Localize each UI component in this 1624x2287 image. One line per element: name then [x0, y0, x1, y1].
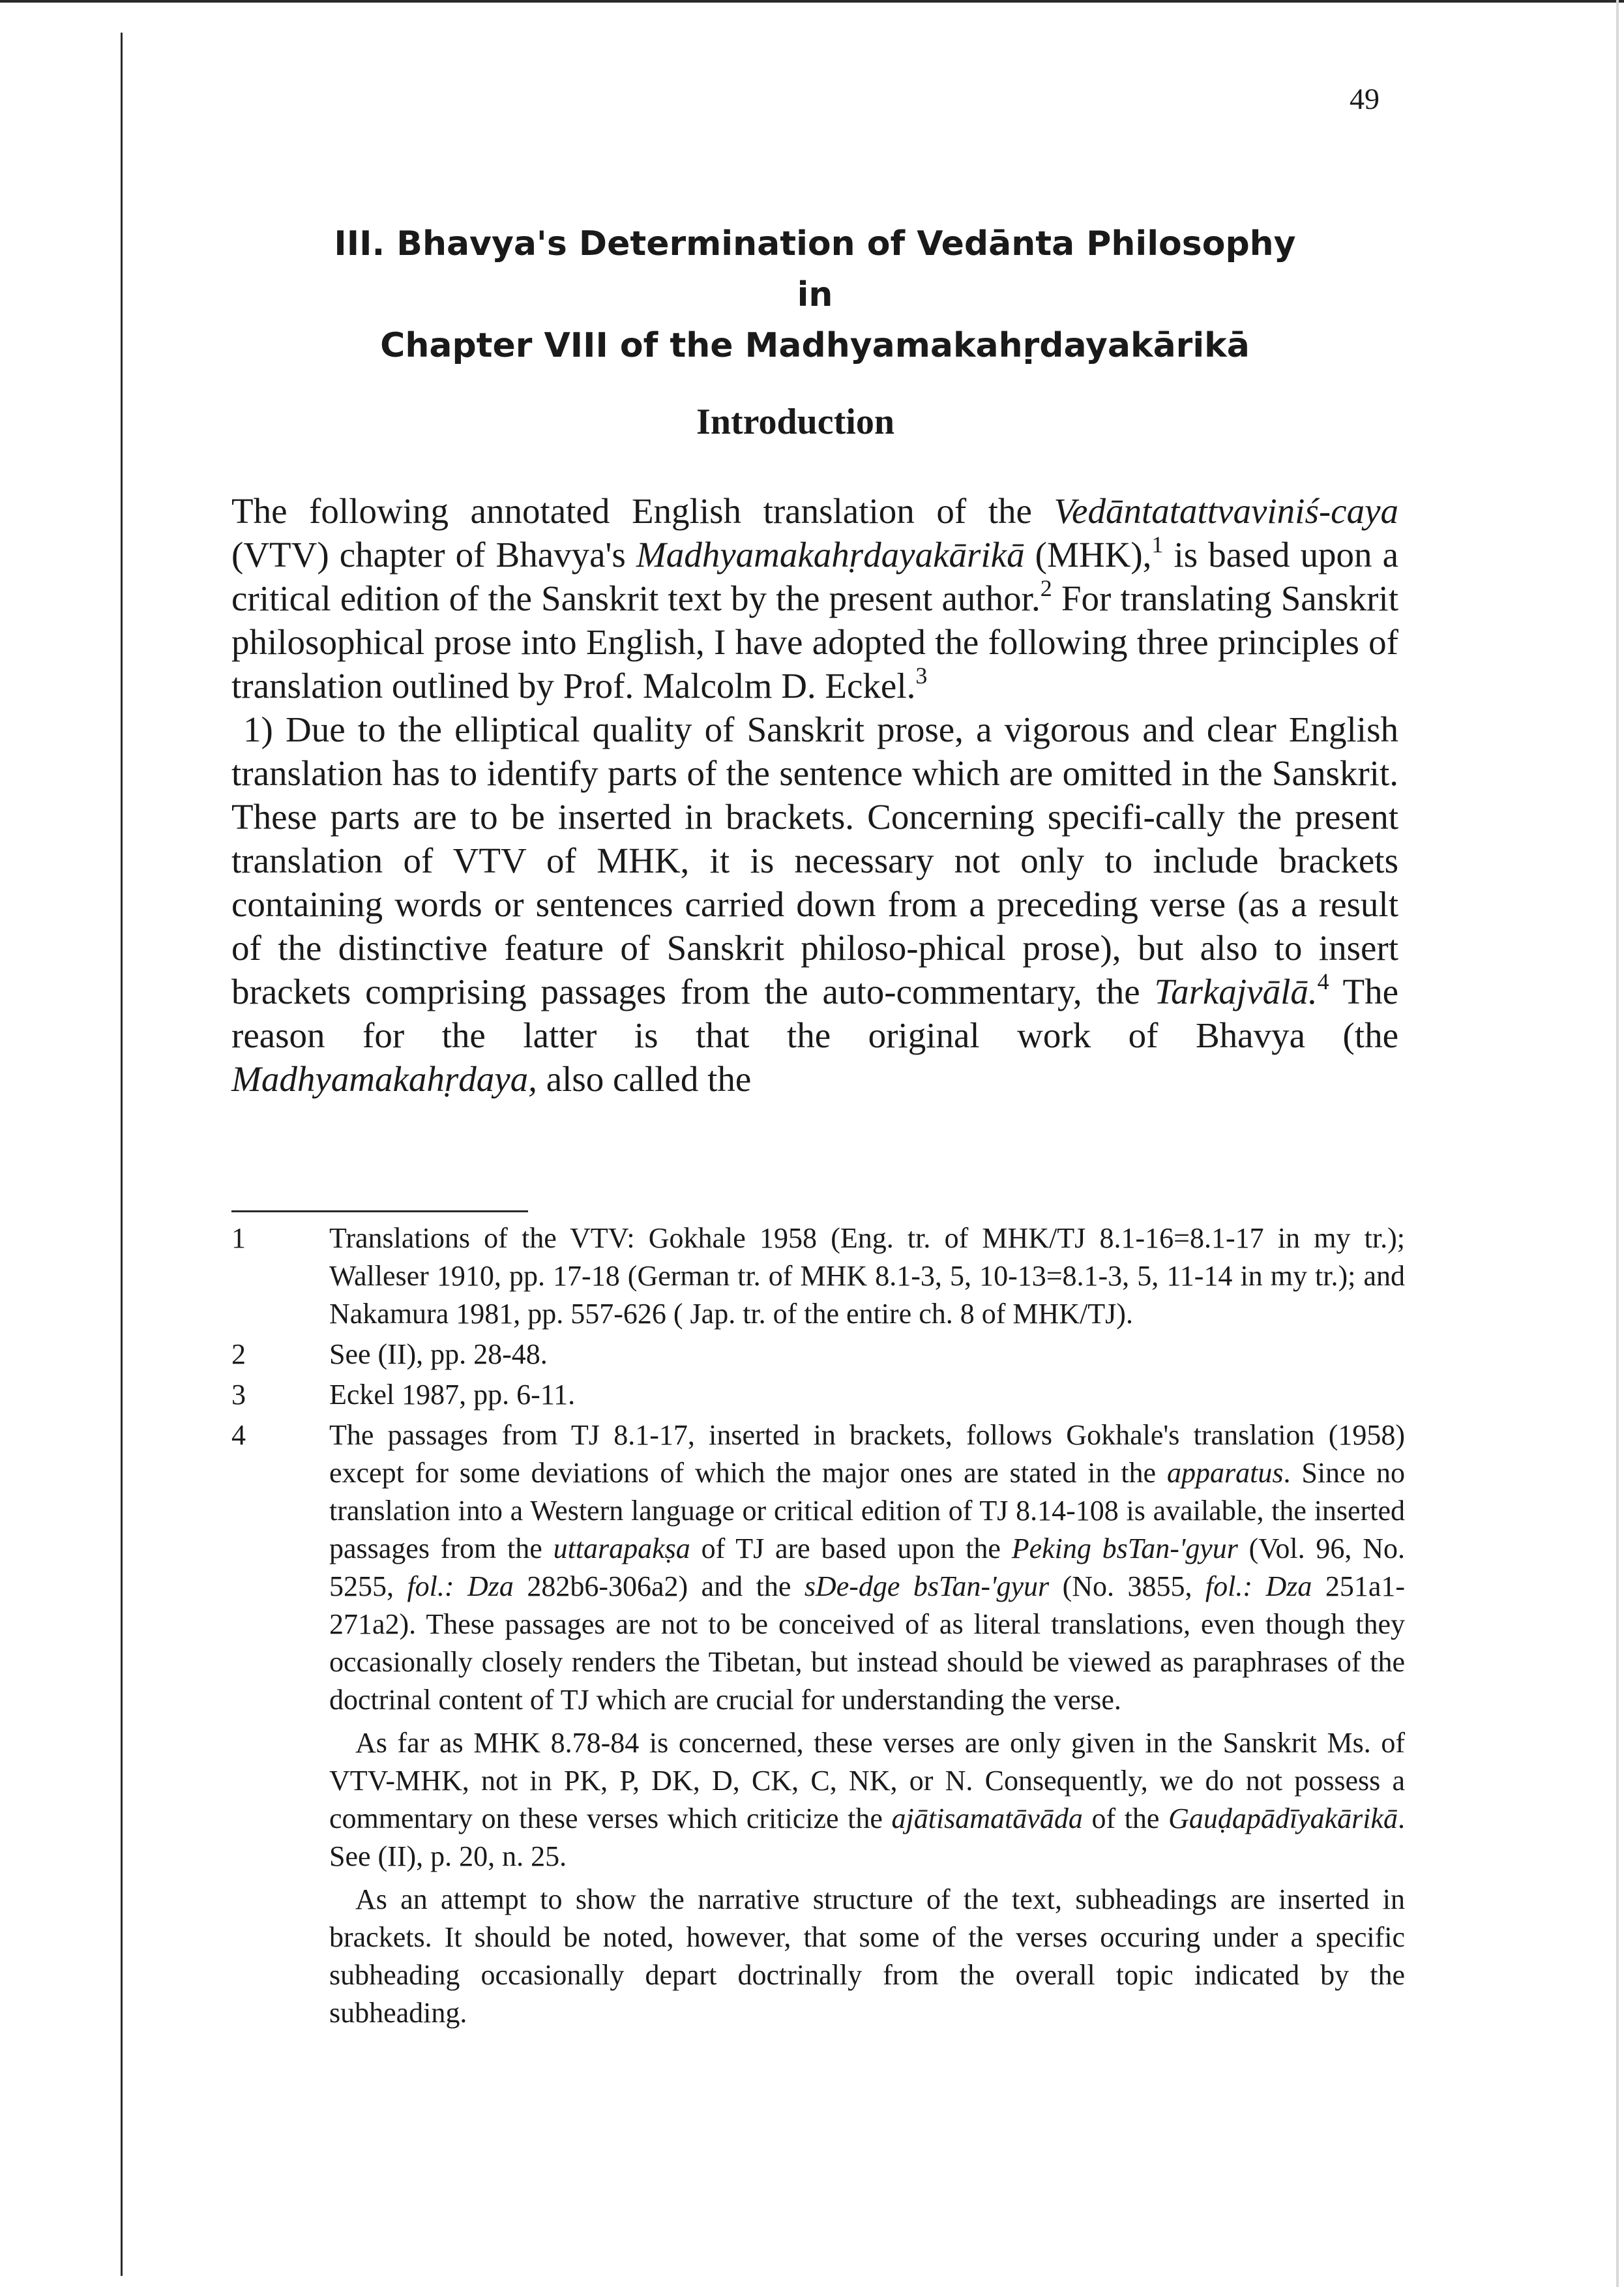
footnote-4-paragraph-1: The passages from TJ 8.1-17, inserted in brackets, follows Gokhale's translation (1958) except for some deviations of which the major ones are stated in the apparatus. Since no translation into a Western language or critical edition of TJ 8.14-108 is available, the inserted passages from the uttarapakṣa of TJ are based upon the Peking bsTan-'gyur (Vol. 96, No. 5255, fol.: Dza 282b6-306a2) and the sDe-dge bsTan-'gyur (No. 3855, fol.: Dza 251a1-271a2). These passages are not to be conceived of as literal translations, even though they occasionally closely renders the Tibetan, but instead should be viewed as paraphrases of the doctrinal content of TJ which are crucial for understanding the verse.	[329, 1419, 1406, 1716]
footnote-4	[231, 1416, 1405, 2032]
footnote-4-paragraph-3: As an attempt to show the narrative structure of the text, subheadings are inserted in brackets. It should be noted, however, that some of the verses occuring under a specific subheading occasionally depart doctrinally from the overall topic indicated by the subheading.	[329, 1883, 1405, 2029]
chapter-title	[326, 218, 1304, 371]
footnote-text: See (II), pp. 28-48.	[329, 1338, 548, 1370]
footnote-1	[231, 1219, 1405, 1333]
body-text	[231, 489, 1398, 1101]
vtv-title: Vedāntatattvaviniś-caya	[1054, 491, 1398, 531]
page-number: 49	[1350, 82, 1380, 115]
scan-binding-line	[121, 33, 123, 2276]
footnote-4-paragraph-2: As far as MHK 8.78-84 is concerned, these verses are only given in the Sanskrit Ms. of VTV-MHK, not in PK, P, DK, D, CK, C, NK, or N. Consequently, we do not possess a commentary on these verses which criticize the ajātisamatāvāda of the Gauḍapādīyakārikā. See (II), p. 20, n. 25.	[329, 1727, 1405, 1872]
footnote-number: 4	[231, 1419, 246, 1451]
footnote-rule	[231, 1210, 528, 1212]
footnote-ref-4[interactable]: 4	[1317, 968, 1329, 994]
footnote-text: Eckel 1987, pp. 6-11.	[329, 1379, 576, 1411]
footnote-number: 2	[231, 1338, 246, 1370]
footnote-number: 1	[231, 1222, 246, 1254]
body-paragraph-2: 1) Due to the elliptical quality of Sanskrit prose, a vigorous and clear English translation has to identify parts of the sentence which are omitted in the Sanskrit. These parts are to be inserted in brackets. Concerning specifi-cally the present translation of VTV of MHK, it is necessary not only to include brackets containing words or sentences carried down from a preceding verse (as a result of the distinctive feature of Sanskrit philoso-phical prose), but also to insert brackets comprising passages from the auto-commentary, the Tarkajvālā.$^4$ The reason for the latter is that the original work of Bhavya (the Madhyamakahṛdaya, also called the	[231, 710, 1398, 1099]
section-heading: Introduction	[696, 402, 894, 442]
footnote-text: Translations of the VTV: Gokhale 1958 (Eng. tr. of MHK/TJ 8.1-16=8.1-17 in my tr.); Walleser 1910, pp. 17-18 (German tr. of MHK 8.1-3, 5, 10-13=8.1-3, 5, 11-14 in my tr.); and Nakamura 1981, pp. 557-626 ( Jap. tr. of the entire ch. 8 of MHK/TJ).	[329, 1222, 1405, 1330]
footnote-ref-3[interactable]: 3	[915, 663, 928, 689]
madhyamakahrdaya-title: Madhyamakahṛdaya,	[231, 1059, 537, 1099]
footnote-2	[231, 1336, 1405, 1373]
footnote-text	[329, 1416, 1405, 2032]
footnotes	[231, 1219, 1405, 2035]
footnote-number: 3	[231, 1379, 246, 1411]
tarkajvala-title: Tarkajvālā.	[1154, 972, 1318, 1011]
scan-top-edge	[0, 0, 1624, 3]
footnote-ref-1[interactable]: 1	[1151, 531, 1164, 558]
footnote-ref-2[interactable]: 2	[1040, 575, 1052, 601]
chapter-title-line-1: III. Bhavya's Determination of Vedānta Philosophy in	[334, 224, 1296, 314]
chapter-title-line-2: Chapter VIII of the Madhyamakahṛdayakārikā	[380, 326, 1250, 365]
scan-right-edge	[1616, 0, 1619, 2287]
mhk-title: Madhyamakahṛdayakārikā	[636, 535, 1025, 575]
footnote-3	[231, 1376, 1405, 1414]
body-paragraph-1: The following annotated English translation of the Vedāntatattvaviniś-caya (VTV) chapter of Bhavya's Madhyamakahṛdayakārikā (MHK),$^1$ is based upon a critical edition of the Sanskrit text by the present author.$^2$ For translating Sanskrit philosophical prose into English, I have adopted the following three principles of translation outlined by Prof. Malcolm D. Eckel.$^3$	[231, 491, 1398, 706]
